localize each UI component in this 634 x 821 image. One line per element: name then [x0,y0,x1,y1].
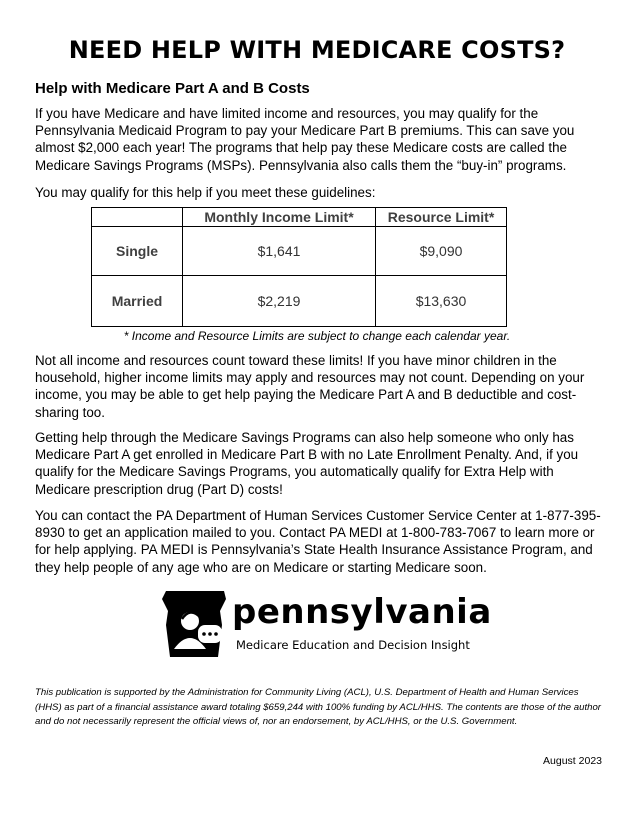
table-header-resource: Resource Limit* [376,208,507,227]
funding-disclaimer: This publication is supported by the Administration for Community Living (ACL), U.S. Department of Health and Human Services (HHS) as part of a financial assistance award totaling $659,244 with 100% funding by ACL/HHS. The contents are those of the author and do not necessarily represent the official views of, nor an endorsement, by ACL/HHS, or the U.S. Government. [35,687,601,728]
table-footnote: * Income and Resource Limits are subject to change each calendar year. [123,329,511,343]
row-label-single: Single [92,227,183,276]
contact-paragraph: You can contact the PA Department of Human Services Customer Service Center at 1-877-395-8930 to get an application mailed to you. Contact PA MEDI at 1-800-783-7067 to learn more or for help applying. PA MEDI is Pennsylvania’s State Health Insurance Assistance Program, and they help people of any age who are on Medicare or starting Medicare soon. [35,508,601,575]
table-header-blank [92,208,183,227]
married-income-cell: $2,219 [183,276,376,327]
table-header-row [92,208,507,227]
guidelines-lead: You may qualify for this help if you meet these guidelines: [35,185,376,200]
logo-wordmark: pennsylvania [232,592,492,632]
intro-paragraph: If you have Medicare and have limited income and resources, you may qualify for the Pennsylvania Medicaid Program to pay your Medicare Part B premiums. This can save you almost $2,000 each year! The programs that help pay these Medicare costs are called the Medicare Savings Programs (MSPs). Pennsylvania also calls them the “buy-in” programs. [35,106,575,173]
married-resource-cell: $13,630 [376,276,507,327]
keystone-person-icon [160,589,230,661]
table-row [92,227,507,276]
publication-date: August 2023 [543,755,602,767]
limits-table [91,207,507,327]
logo-tagline: Medicare Education and Decision Insight [236,638,470,652]
table-header-income: Monthly Income Limit* [183,208,376,227]
table-row [92,276,507,327]
msp-paragraph: Getting help through the Medicare Savings Programs can also help someone who only has Medicare Part A get enrolled in Medicare Part B with no Late Enrollment Penalty. And, if you qualify for the Medicare Savings Programs, you automatically qualify for Extra Help with Medicare prescription drug (Part D) costs! [35,430,579,497]
single-resource-cell: $9,090 [376,227,507,276]
single-income-cell: $1,641 [183,227,376,276]
row-label-married: Married [92,276,183,327]
section-heading: Help with Medicare Part A and B Costs [35,80,310,97]
page-title: NEED HELP WITH MEDICARE COSTS? [68,36,566,64]
eligibility-paragraph: Not all income and resources count toward these limits! If you have minor children in the household, higher income limits may apply and resources may not count. Depending on your income, you may be able to get help paying the Medicare Part A and B deductible and cost-sharing too. [35,353,585,420]
